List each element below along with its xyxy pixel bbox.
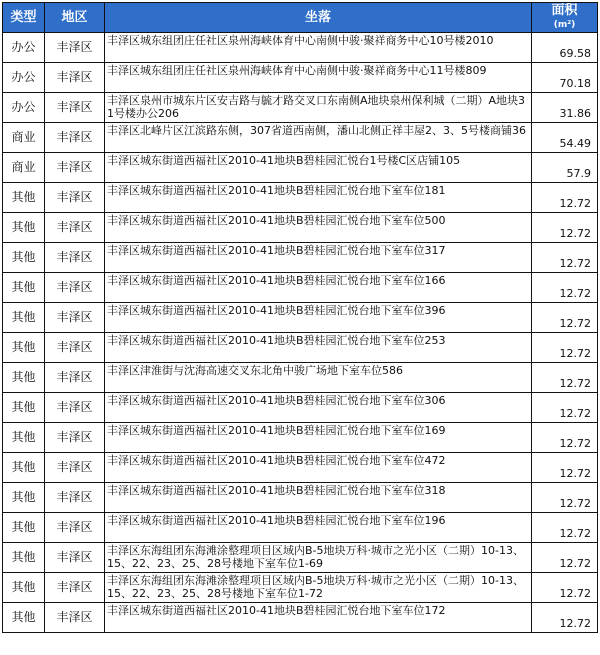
cell-area: 12.72: [532, 483, 598, 512]
table-row: [3, 33, 598, 63]
cell-region: 丰泽区: [45, 123, 105, 152]
cell-type: 其他: [3, 573, 45, 602]
table-row: [3, 483, 598, 513]
cell-area: 57.9: [532, 153, 598, 182]
cell-region: 丰泽区: [45, 423, 105, 452]
cell-type: 办公: [3, 33, 45, 62]
cell-location: 丰泽区城东街道西福社区2010-41地块B碧桂园汇悦台地下室车位181: [105, 183, 532, 212]
cell-type: 其他: [3, 243, 45, 272]
cell-type: 办公: [3, 63, 45, 92]
cell-region: 丰泽区: [45, 453, 105, 482]
table-row: [3, 243, 598, 273]
header-area-label: 面积: [551, 3, 578, 18]
table-row: [3, 543, 598, 573]
cell-region: 丰泽区: [45, 393, 105, 422]
cell-area: 12.72: [532, 393, 598, 422]
table-row: [3, 213, 598, 243]
cell-region: 丰泽区: [45, 363, 105, 392]
cell-region: 丰泽区: [45, 603, 105, 632]
cell-area: 12.72: [532, 273, 598, 302]
cell-area: 12.72: [532, 543, 598, 572]
cell-location: 丰泽区城东街道西福社区2010-41地块B碧桂园汇悦台地下室车位500: [105, 213, 532, 242]
cell-area: 12.72: [532, 183, 598, 212]
property-table: [2, 2, 598, 633]
table-row: [3, 93, 598, 123]
cell-area: 54.49: [532, 123, 598, 152]
cell-type: 其他: [3, 453, 45, 482]
cell-location: 丰泽区城东街道西福社区2010-41地块B碧桂园汇悦台地下室车位196: [105, 513, 532, 542]
cell-location: 丰泽区城东街道西福社区2010-41地块B碧桂园汇悦台地下室车位253: [105, 333, 532, 362]
table-header-row: [3, 3, 598, 33]
table-row: [3, 453, 598, 483]
cell-region: 丰泽区: [45, 573, 105, 602]
cell-region: 丰泽区: [45, 513, 105, 542]
cell-area: 12.72: [532, 453, 598, 482]
table-row: [3, 423, 598, 453]
cell-region: 丰泽区: [45, 153, 105, 182]
cell-location: 丰泽区泉州市城东片区安吉路与毓才路交叉口东南侧A地块泉州保利城（二期）A地块31号楼办公206: [105, 93, 532, 122]
header-region: 地区: [45, 3, 105, 32]
cell-region: 丰泽区: [45, 243, 105, 272]
cell-type: 其他: [3, 513, 45, 542]
cell-location: 丰泽区城东组团庄任社区泉州海峡体育中心南侧中骏·聚祥商务中心10号楼2010: [105, 33, 532, 62]
cell-area: 31.86: [532, 93, 598, 122]
cell-type: 其他: [3, 333, 45, 362]
cell-location: 丰泽区城东街道西福社区2010-41地块B碧桂园汇悦台地下室车位318: [105, 483, 532, 512]
table-body: [3, 33, 598, 633]
table-row: [3, 513, 598, 543]
cell-region: 丰泽区: [45, 303, 105, 332]
cell-area: 12.72: [532, 303, 598, 332]
cell-type: 商业: [3, 123, 45, 152]
cell-area: 12.72: [532, 333, 598, 362]
table-row: [3, 123, 598, 153]
cell-region: 丰泽区: [45, 63, 105, 92]
cell-region: 丰泽区: [45, 183, 105, 212]
cell-type: 其他: [3, 183, 45, 212]
table-row: [3, 153, 598, 183]
cell-location: 丰泽区城东街道西福社区2010-41地块B碧桂园汇悦台地下室车位166: [105, 273, 532, 302]
header-area: [532, 3, 598, 32]
table-row: [3, 273, 598, 303]
cell-type: 其他: [3, 213, 45, 242]
table-row: [3, 183, 598, 213]
table-row: [3, 573, 598, 603]
table-row: [3, 63, 598, 93]
cell-area: 70.18: [532, 63, 598, 92]
cell-area: 69.58: [532, 33, 598, 62]
cell-type: 其他: [3, 543, 45, 572]
cell-location: 丰泽区城东街道西福社区2010-41地块B碧桂园汇悦台地下室车位396: [105, 303, 532, 332]
cell-type: 其他: [3, 603, 45, 632]
cell-location: 丰泽区北峰片区江滨路东侧，307省道西南侧，潘山北侧正祥丰屋2、3、5号楼商铺36: [105, 123, 532, 152]
cell-region: 丰泽区: [45, 333, 105, 362]
cell-location: 丰泽区城东街道西福社区2010-41地块B碧桂园汇悦台地下室车位306: [105, 393, 532, 422]
header-location: 坐落: [105, 3, 532, 32]
table-row: [3, 333, 598, 363]
cell-type: 商业: [3, 153, 45, 182]
cell-location: 丰泽区津淮街与沈海高速交叉东北角中骏广场地下室车位586: [105, 363, 532, 392]
cell-location: 丰泽区城东街道西福社区2010-41地块B碧桂园汇悦台地下室车位317: [105, 243, 532, 272]
cell-location: 丰泽区城东街道西福社区2010-41地块B碧桂园汇悦台地下室车位172: [105, 603, 532, 632]
cell-region: 丰泽区: [45, 93, 105, 122]
table-row: [3, 393, 598, 423]
cell-area: 12.72: [532, 243, 598, 272]
cell-type: 办公: [3, 93, 45, 122]
cell-type: 其他: [3, 273, 45, 302]
cell-area: 12.72: [532, 423, 598, 452]
cell-region: 丰泽区: [45, 273, 105, 302]
cell-area: 12.72: [532, 603, 598, 632]
cell-location: 丰泽区东海组团东海滩涂整理项目区域内B-5地块万科·城市之光小区（二期）10-13、15、22、23、25、28号楼地下室车位1-72: [105, 573, 532, 602]
cell-region: 丰泽区: [45, 213, 105, 242]
header-area-unit: (m²): [553, 19, 576, 30]
table-row: [3, 303, 598, 333]
cell-area: 12.72: [532, 213, 598, 242]
cell-area: 12.72: [532, 363, 598, 392]
cell-region: 丰泽区: [45, 33, 105, 62]
header-type: 类型: [3, 3, 45, 32]
cell-type: 其他: [3, 423, 45, 452]
cell-location: 丰泽区城东组团庄任社区泉州海峡体育中心南侧中骏·聚祥商务中心11号楼809: [105, 63, 532, 92]
cell-location: 丰泽区城东街道西福社区2010-41地块B碧桂园汇悦台地下室车位169: [105, 423, 532, 452]
cell-region: 丰泽区: [45, 483, 105, 512]
table-row: [3, 363, 598, 393]
table-row: [3, 603, 598, 633]
cell-area: 12.72: [532, 573, 598, 602]
cell-type: 其他: [3, 303, 45, 332]
cell-location: 丰泽区东海组团东海滩涂整理项目区域内B-5地块万科·城市之光小区（二期）10-13、15、22、23、25、28号楼地下室车位1-69: [105, 543, 532, 572]
cell-area: 12.72: [532, 513, 598, 542]
cell-region: 丰泽区: [45, 543, 105, 572]
cell-location: 丰泽区城东街道西福社区2010-41地块B碧桂园汇悦台地下室车位472: [105, 453, 532, 482]
cell-type: 其他: [3, 393, 45, 422]
cell-location: 丰泽区城东街道西福社区2010-41地块B碧桂园汇悦台1号楼C区店铺105: [105, 153, 532, 182]
cell-type: 其他: [3, 363, 45, 392]
cell-type: 其他: [3, 483, 45, 512]
